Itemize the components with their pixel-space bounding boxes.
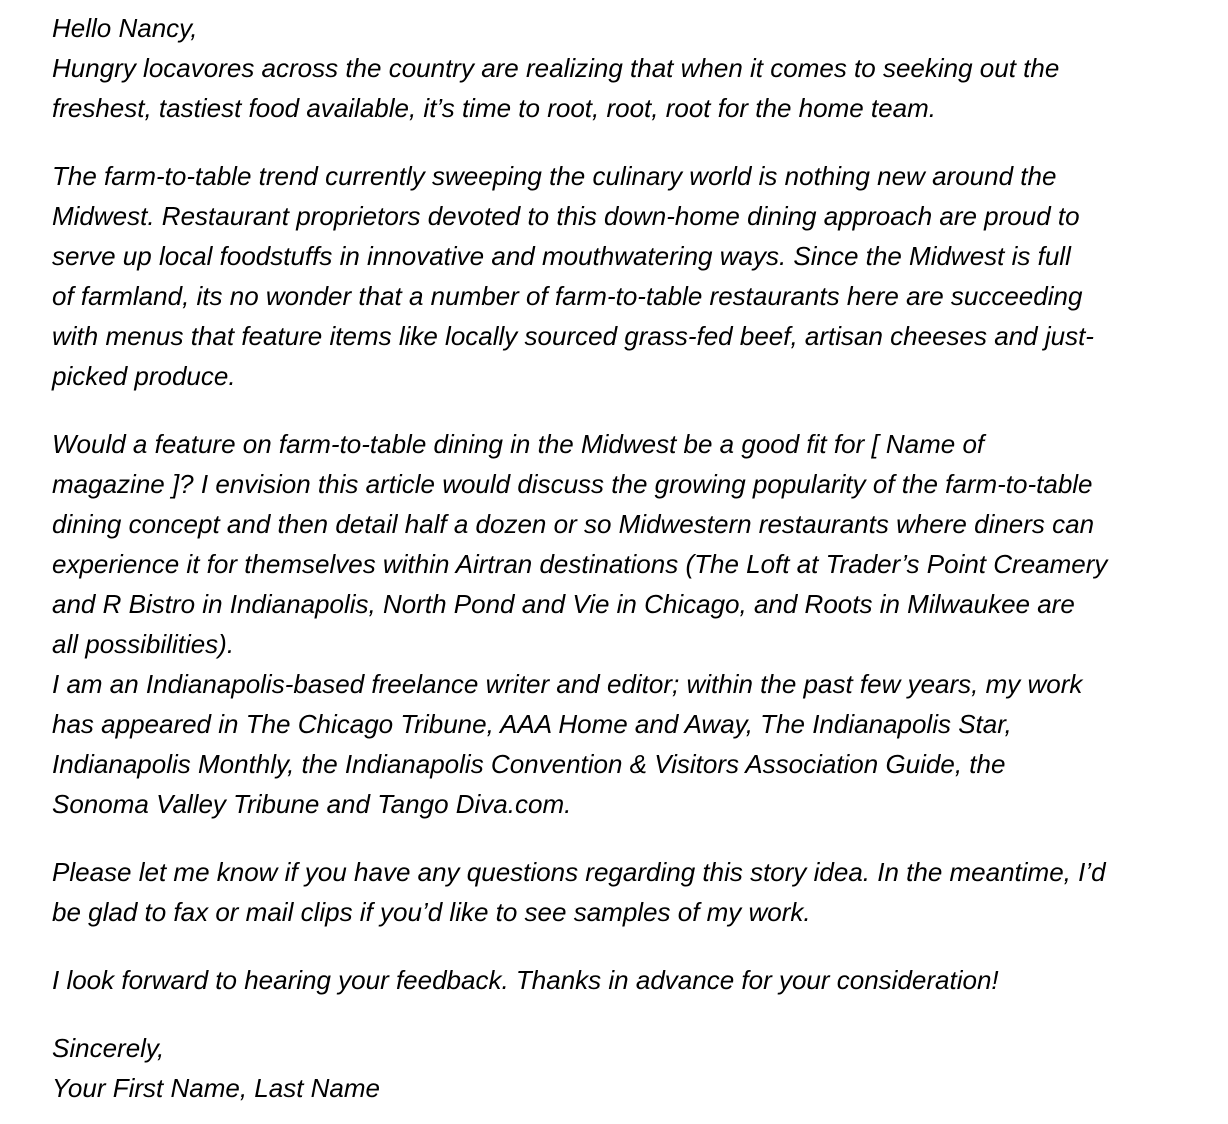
paragraph-pitch: Would a feature on farm-to-table dining in the Midwest be a good fit for [ Name of magazine ]? I envision this article would discuss the growing popularity of the farm-to-table dining concept and then detail half a dozen or so Midwestern restaurants where diners can experience it for themselves within Airtran destinations (The Loft at Trader’s Point Creamery and R Bistro in Indianapolis, North Pond and Vie in Chicago, and Roots in Milwaukee are all possibilities). (52, 429, 1108, 659)
greeting: Hello Nancy, (52, 13, 198, 43)
paragraph-credentials: I am an Indianapolis-based freelance writer and editor; within the past few years, my work has appeared in The Chicago Tribune, AAA Home and Away, The Indianapolis Star, Indianapolis Monthly, the Indianapolis Convention & Visitors Association Guide, the Sonoma Valley Tribune and Tango Diva.com. (52, 669, 1083, 819)
paragraph-thanks: I look forward to hearing your feedback. Thanks in advance for your consideration! (52, 965, 999, 995)
paragraph-questions: Please let me know if you have any questions regarding this story idea. In the meantime, I’d be glad to fax or mail clips if you’d like to see samples of my work. (52, 857, 1106, 927)
signature: Your First Name, Last Name (52, 1073, 380, 1103)
letter-body (52, 8, 1202, 1108)
paragraph-trend: The farm-to-table trend currently sweeping the culinary world is nothing new around the Midwest. Restaurant proprietors devoted to this down-home dining approach are proud to serve up local foodstuffs in innovative and mouthwatering ways. Since the Midwest is full of farmland, its no wonder that a number of farm-to-table restaurants here are succeeding with menus that feature items like locally sourced grass-fed beef, artisan cheeses and just- picked produce. (52, 161, 1094, 391)
paragraph-intro: Hungry locavores across the country are realizing that when it comes to seeking out the freshest, tastiest food available, it’s time to root, root, root for the home team. (52, 53, 1060, 123)
closing: Sincerely, (52, 1033, 165, 1063)
